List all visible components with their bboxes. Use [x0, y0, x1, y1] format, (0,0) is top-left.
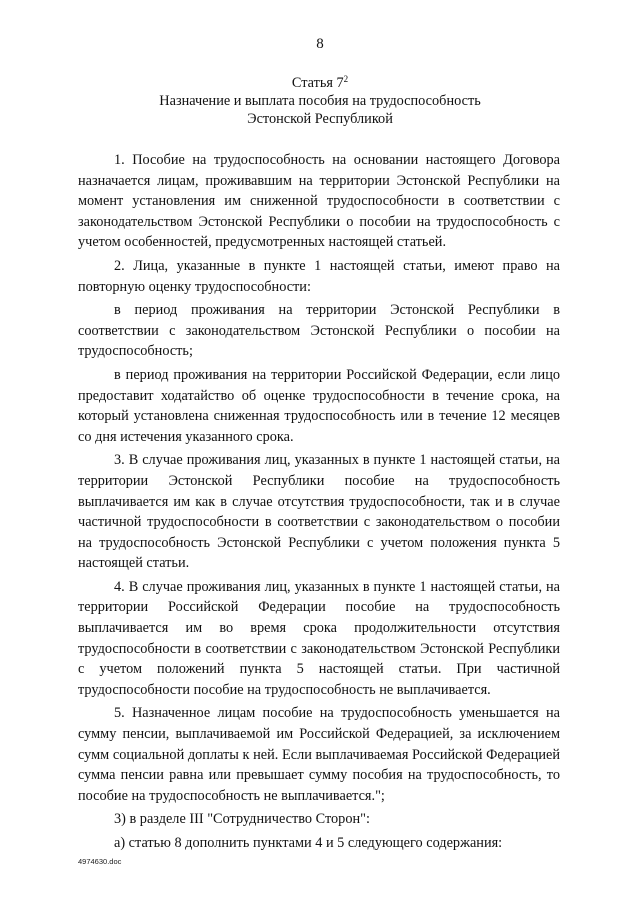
- article-title-line-2: Эстонской Республикой: [247, 111, 393, 127]
- article-label: [0, 74, 640, 92]
- paragraph-point-4: 4. В случае проживания лиц, указанных в пункте 1 настоящей статьи, на территории Российской Федерации пособие на трудоспособность выплачивается им во время срока продолжительности отсутствия трудоспособности в соответствии с законодательством Эстонской Республики с учетом положений пункта 5 настоящей статьи. При частичной трудоспособности пособие на трудоспособность не выплачивается.: [78, 578, 560, 698]
- article-heading: [0, 74, 640, 128]
- paragraph-point-2-item-2: в период проживания на территории Российской Федерации, если лицо предоставит ходатайство об оценке трудоспособности в течение срока, на который установлена сниженная трудоспособность или в течение 12 месяцев со дня истечения указанного срока.: [78, 366, 560, 445]
- article-title-line-1: Назначение и выплата пособия на трудоспособность: [159, 93, 481, 109]
- paragraph-point-5: 5. Назначенное лицам пособие на трудоспособность уменьшается на сумму пенсии, выплачиваемой им Российской Федерацией, за исключением сумм социальной доплаты к ней. Если выплачиваемая Российской Федерацией сумма пенсии равна или превышает сумму пособия на трудоспособность, то пособие на трудоспособность не выплачивается.";: [78, 705, 560, 804]
- paragraph-point-2-item-1: в период проживания на территории Эстонской Республики в соответствии с законодательством Эстонской Республики о пособии на трудоспособность;: [78, 302, 560, 360]
- paragraph-point-2: 2. Лица, указанные в пункте 1 настоящей статьи, имеют право на повторную оценку трудоспособности:: [78, 257, 560, 295]
- article-label-superscript: 2: [343, 74, 349, 84]
- paragraph-amendment-3a: а) статью 8 дополнить пунктами 4 и 5 следующего содержания:: [114, 835, 503, 851]
- paragraph-point-3: 3. В случае проживания лиц, указанных в пункте 1 настоящей статьи, на территории Эстонской Республики пособие на трудоспособность выплачивается им как в случае отсутствия трудоспособности, так и в случае частичной трудоспособности в соответствии с законодательством о пособии на трудоспособность Эстонской Республики с учетом положения пункта 5 настоящей статьи.: [78, 452, 560, 572]
- paragraph-amendment-3: 3) в разделе III "Сотрудничество Сторон":: [114, 811, 370, 828]
- article-body: [78, 150, 560, 857]
- footer-file-name: 4974630.doc: [78, 857, 122, 866]
- article-label-text: Статья 7: [291, 75, 344, 91]
- paragraph-point-1: 1. Пособие на трудоспособность на основании настоящего Договора назначается лицам, проживавшим на территории Эстонской Республики на момент установления им сниженной трудоспособности в соответствии с законодательством Эстонской Республики о пособии на трудоспособность с учетом особенностей, предусмотренных настоящей статьей.: [78, 152, 560, 251]
- page-number: 8: [316, 36, 324, 52]
